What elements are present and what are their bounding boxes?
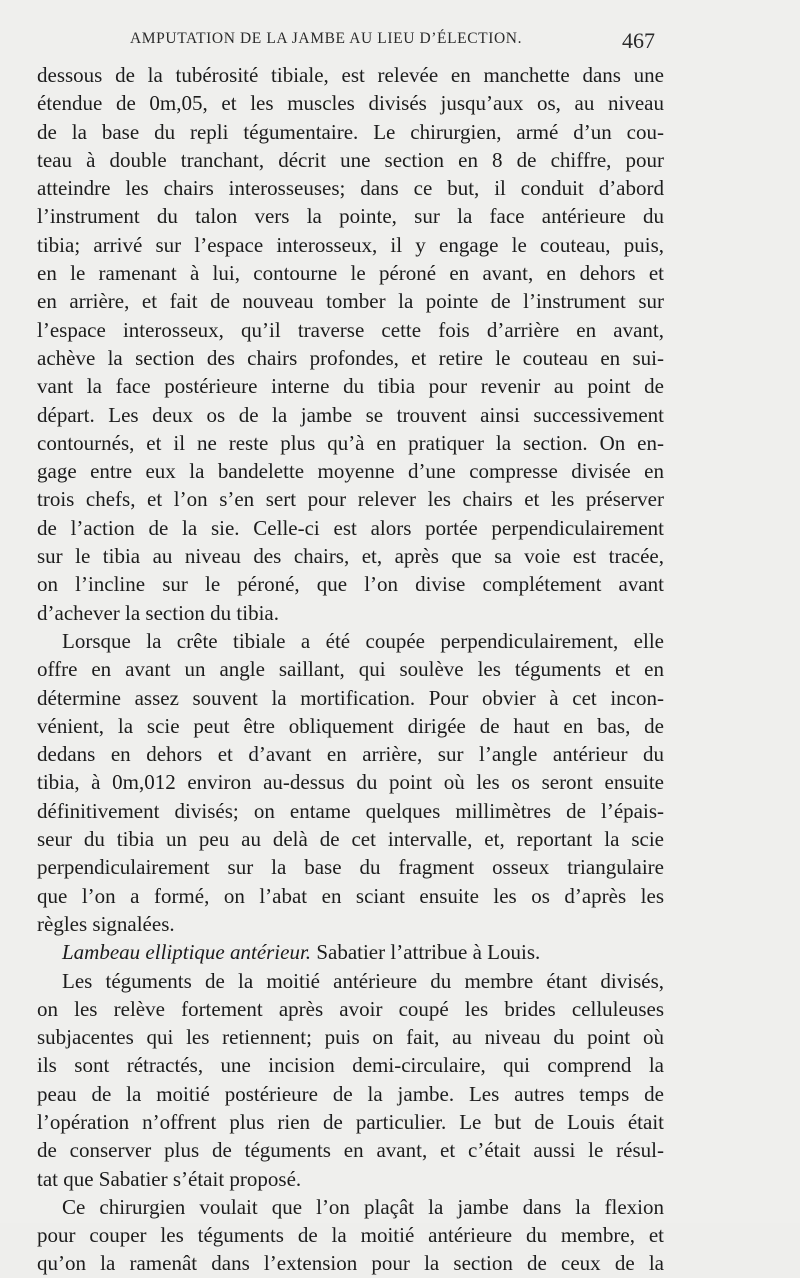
text-line: trois chefs, et l’on s’en sert pour relever les chairs et les préserver	[37, 487, 664, 512]
text-fragment: Sabatier l’attribue à Louis.	[316, 940, 541, 965]
text-line: qu’on la ramenât dans l’extension pour la section de ceux de la	[37, 1251, 664, 1276]
page-number: 467	[622, 28, 655, 53]
text-line: l’opération n’offrent plus rien de particulier. Le but de Louis était	[37, 1109, 664, 1134]
text-line: achève la section des chairs profondes, et retire le couteau en sui-	[37, 345, 664, 370]
text-line: perpendiculairement sur la base du fragment osseux triangulaire	[37, 855, 664, 880]
text-line: on l’incline sur le péroné, que l’on divise complétement avant	[37, 572, 664, 597]
text-line: en le ramenant à lui, contourne le péroné en avant, en dehors et	[37, 261, 664, 286]
body-text	[37, 61, 664, 1278]
text-line: atteindre les chairs interosseuses; dans ce but, il conduit d’abord	[37, 176, 664, 201]
text-line: dessous de la tubérosité tibiale, est relevée en manchette dans une	[37, 63, 664, 87]
text-line: tibia, à 0m,012 environ au-dessus du point où les os seront ensuite	[37, 770, 664, 795]
text-line: dedans en dehors et d’avant en arrière, sur l’angle antérieur du	[37, 742, 664, 767]
section-heading-line	[37, 938, 664, 966]
text-line: pour couper les téguments de la moitié antérieure du membre, et	[37, 1223, 664, 1248]
text-line: on les relève fortement après avoir coupé les brides celluleuses	[37, 996, 664, 1021]
text-line: contournés, et il ne reste plus qu’à en pratiquer la section. On en-	[37, 430, 664, 455]
text-line: peau de la moitié postérieure de la jambe. Les autres temps de	[37, 1081, 664, 1106]
text-line: que l’on a formé, on l’abat en sciant ensuite les os d’après les	[37, 883, 664, 908]
text-line: étendue de 0m,05, et les muscles divisés jusqu’aux os, au niveau	[37, 91, 664, 116]
text-line: Les téguments de la moitié antérieure du membre étant divisés,	[62, 968, 664, 993]
text-line: sur le tibia au niveau des chairs, et, après que sa voie est tracée,	[37, 544, 664, 569]
text-line: de conserver plus de téguments en avant, et c’était aussi le résul-	[37, 1138, 664, 1163]
text-line: offre en avant un angle saillant, qui soulève les téguments et en	[37, 657, 664, 682]
text-line: gage entre eux la bandelette moyenne d’une compresse divisée en	[37, 459, 664, 484]
text-line: Lorsque la crête tibiale a été coupée perpendiculairement, elle	[62, 628, 664, 653]
text-line: départ. Les deux os de la jambe se trouvent ainsi successivement	[37, 402, 664, 427]
text-line: vénient, la scie peut être obliquement dirigée de haut en bas, de	[37, 713, 664, 738]
text-line: de la base du repli tégumentaire. Le chirurgien, armé d’un cou-	[37, 119, 664, 144]
text-line: seur du tibia un peu au delà de cet intervalle, et, reportant la scie	[37, 827, 664, 852]
text-line: en arrière, et fait de nouveau tomber la pointe de l’instrument sur	[37, 289, 664, 314]
text-line: définitivement divisés; on entame quelques millimètres de l’épais-	[37, 798, 664, 823]
text-line: ils sont rétractés, une incision demi-circulaire, qui comprend la	[37, 1053, 664, 1078]
text-line: détermine assez souvent la mortification. Pour obvier à cet incon-	[37, 685, 664, 710]
text-line: règles signalées.	[37, 911, 175, 936]
section-heading: Lambeau elliptique antérieur.	[62, 940, 312, 965]
text-line: tat que Sabatier s’était proposé.	[37, 1166, 302, 1191]
text-line: l’instrument du talon vers la pointe, sur la face antérieure du	[37, 204, 664, 229]
text-line: vant la face postérieure interne du tibia pour revenir au point de	[37, 374, 664, 399]
text-line: l’espace interosseux, qu’il traverse cette fois d’arrière en avant,	[37, 317, 664, 342]
text-line: tibia; arrivé sur l’espace interosseux, il y engage le couteau, puis,	[37, 232, 664, 257]
text-line: d’achever la section du tibia.	[37, 600, 279, 625]
running-head: AMPUTATION DE LA JAMBE AU LIEU D’ÉLECTION.	[130, 30, 523, 47]
text-line: teau à double tranchant, décrit une section en 8 de chiffre, pour	[37, 147, 664, 172]
text-line: Ce chirurgien voulait que l’on plaçât la jambe dans la flexion	[62, 1194, 664, 1219]
text-line: de l’action de la sie. Celle-ci est alors portée perpendiculairement	[37, 515, 664, 540]
text-line: subjacentes qui les retiennent; puis on fait, au niveau du point où	[37, 1025, 664, 1050]
